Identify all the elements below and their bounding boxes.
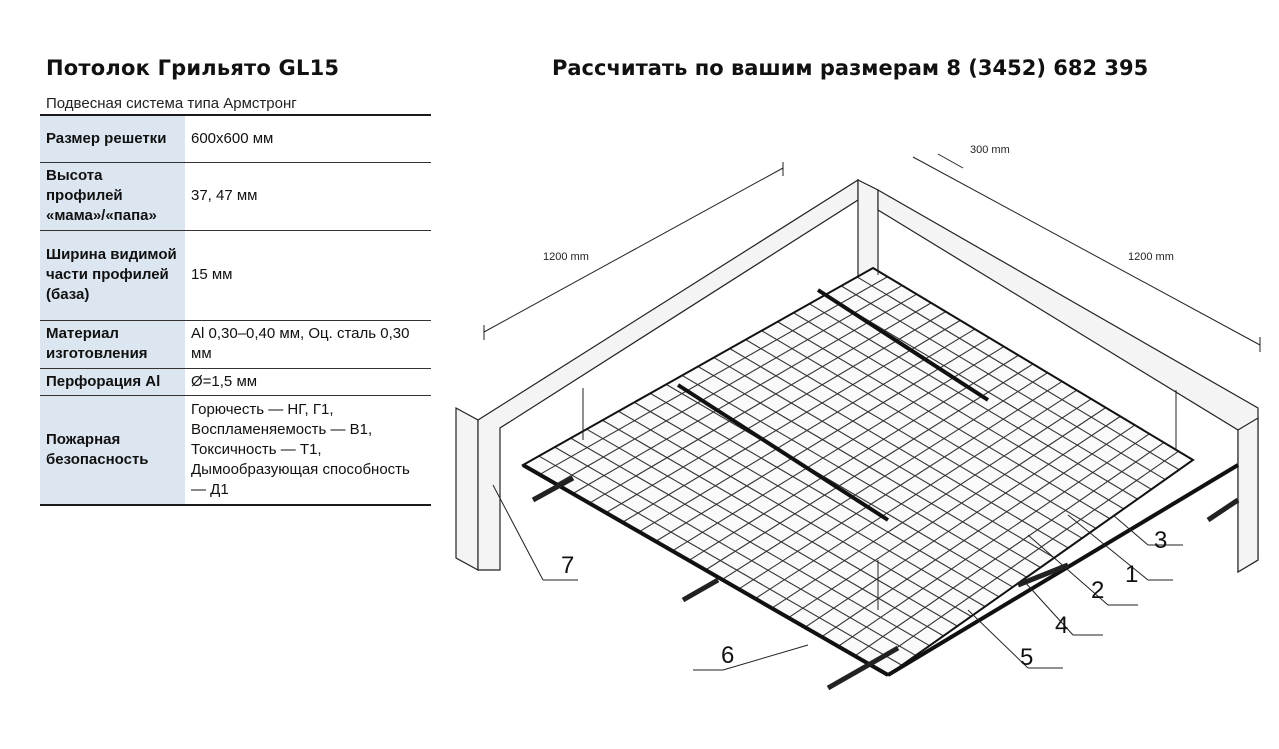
- callout-1: 1: [1125, 561, 1139, 588]
- spec-value: Ø=1,5 мм: [185, 368, 431, 395]
- spec-row: [40, 320, 431, 368]
- spec-key: Перфорация Al: [40, 368, 185, 395]
- callout-4: 4: [1055, 612, 1069, 639]
- phone-callout[interactable]: Рассчитать по вашим размерам 8 (3452) 682 395: [552, 56, 1149, 80]
- spec-row: [40, 395, 431, 505]
- spec-row: [40, 230, 431, 320]
- dim-left-label: 1200 mm: [543, 251, 589, 263]
- spec-row: [40, 368, 431, 395]
- spec-value: Al 0,30–0,40 мм, Оц. сталь 0,30 мм: [185, 320, 431, 368]
- callout-7: 7: [561, 552, 575, 579]
- spec-key: Пожарная безопасность: [40, 395, 185, 505]
- spec-row: [40, 162, 431, 230]
- spec-table: [40, 114, 431, 506]
- ceiling-drawing: [448, 140, 1268, 700]
- spec-key: Высота профилей «мама»/«папа»: [40, 162, 185, 230]
- callout-6: 6: [721, 642, 735, 669]
- spec-key: Материал изготовления: [40, 320, 185, 368]
- callout-3: 3: [1154, 527, 1168, 554]
- spec-row: [40, 115, 431, 162]
- callout-2: 2: [1091, 577, 1105, 604]
- callout-5: 5: [1020, 644, 1034, 671]
- spec-value: 15 мм: [185, 230, 431, 320]
- spec-value: 600х600 мм: [185, 115, 431, 162]
- spec-key: Размер решетки: [40, 115, 185, 162]
- dim-right-label: 1200 mm: [1128, 251, 1174, 263]
- spec-value: 37, 47 мм: [185, 162, 431, 230]
- spec-key: Ширина видимой части профилей (база): [40, 230, 185, 320]
- page-title: Потолок Грильято GL15: [46, 56, 340, 80]
- dim-top-label: 300 mm: [970, 144, 1010, 156]
- spec-value: Горючесть — НГ, Г1, Воспламеняемость — В1, Токсичность — Т1, Дымообразующая способность — Д1: [185, 395, 431, 505]
- subtitle: Подвесная система типа Армстронг: [46, 95, 297, 112]
